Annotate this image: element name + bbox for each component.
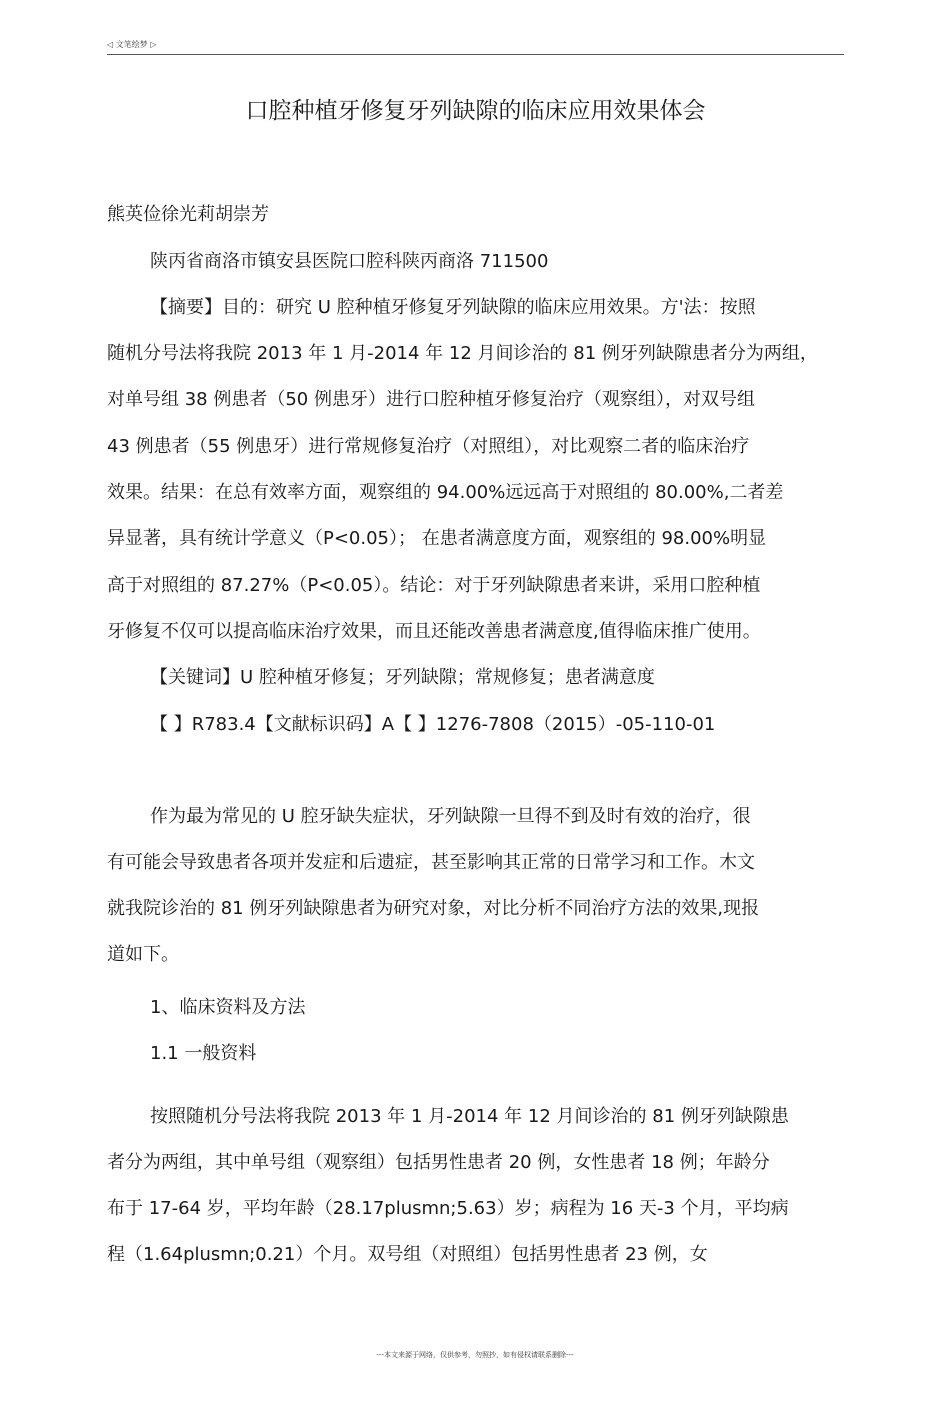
abstract-line: 高于对照组的 87.27%（P<0.05）。结论：对于牙列缺隙患者来讲，采用口腔种植: [107, 575, 761, 596]
header-label-group: [107, 40, 156, 50]
body-line: 者分为两组，其中单号组（观察组）包括男性患者 20 例，女性患者 18 例；年龄分: [107, 1152, 770, 1173]
abstract-line: 异显著，具有统计学意义（P<0.05）； 在患者满意度方面，观察组的 98.00%明显: [107, 528, 767, 549]
intro-line: 道如下。: [107, 944, 179, 965]
intro-line: 就我院诊治的 81 例牙列缺隙患者为研究对象，对比分析不同治疗方法的效果,现报: [107, 898, 760, 919]
authors: 熊英俭徐光莉胡崇芳: [107, 204, 269, 225]
abstract-line: 对单号组 38 例患者（50 例患牙）进行口腔种植牙修复治疗（观察组），对双号组: [107, 389, 755, 410]
abstract-line: 【摘要】目的：研究 U 腔种植牙修复牙列缺隙的临床应用效果。方'法：按照: [150, 297, 756, 318]
left-triangle-icon: ◁: [107, 40, 114, 49]
subsection-heading: 1.1 一般资料: [150, 1043, 257, 1064]
abstract-line: 随机分号法将我院 2013 年 1 月-2014 年 12 月间诊治的 81 例牙列缺隙患者分为两组，: [107, 343, 818, 364]
abstract-line: 效果。结果：在总有效率方面，观察组的 94.00%远远高于对照组的 80.00%,二者差: [107, 482, 784, 503]
body-line: 程（1.64plusmn;0.21）个月。双号组（对照组）包括男性患者 23 例，女: [107, 1244, 708, 1265]
abstract-line: 43 例患者（55 例患牙）进行常规修复治疗（对照组），对比观察二者的临床治疗: [107, 436, 750, 457]
body-line: 布于 17-64 岁，平均年龄（28.17plusmn;5.63）岁；病程为 16 天-3 个月，平均病: [107, 1198, 789, 1219]
footer-disclaimer: ---本文来源于网络，仅供参考，勿照抄，如有侵权请联系删除---: [376, 1351, 574, 1359]
intro-line: 作为最为常见的 U 腔牙缺失症状，牙列缺隙一旦得不到及时有效的治疗，很: [150, 806, 751, 827]
page-header: [107, 40, 844, 55]
affiliation: 陕丙省商洛市镇安县医院口腔科陕丙商洛 711500: [150, 251, 549, 272]
right-triangle-icon: ▷: [150, 40, 157, 49]
section-heading: 1、临床资料及方法: [150, 997, 306, 1018]
keywords: 【关键词】U 腔种植牙修复；牙列缺隙；常规修复；患者满意度: [150, 667, 655, 688]
header-label: 文笔绘梦: [115, 40, 148, 49]
body-line: 按照随机分号法将我院 2013 年 1 月-2014 年 12 月间诊治的 81 例牙列缺隙患: [150, 1106, 789, 1127]
abstract-line: 牙修复不仅可以提高临床治疗效果，而且还能改善患者满意度,值得临床推广使用。: [107, 621, 761, 642]
classification-line: 【 】R783.4【文献标识码】A【 】1276-7808（2015）-05-110-01: [150, 714, 716, 735]
intro-line: 有可能会导致患者各项并发症和后遗症，甚至影响其正常的日常学习和工作。木文: [107, 852, 755, 873]
document-title: 口腔种植牙修复牙列缺隙的临床应用效果体会: [245, 98, 706, 124]
